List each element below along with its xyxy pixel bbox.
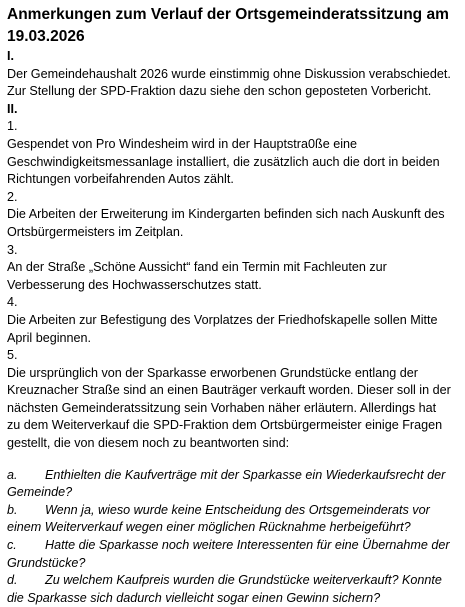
question-text-line-1: Wenn ja, wieso wurde keine Entscheidung des Ortsgemeinderats vor bbox=[45, 502, 430, 517]
paragraph-spacer bbox=[7, 453, 459, 467]
item-text-line: Die Arbeiten der Erweiterung im Kindergarten befinden sich nach Auskunft des bbox=[7, 207, 445, 222]
item-number: 4. bbox=[7, 295, 18, 310]
item-number: 5. bbox=[7, 348, 18, 363]
item-text-line: zu dem Weiterverkauf die SPD-Fraktion dem Ortsbürgermeister einige Fragen bbox=[7, 418, 443, 433]
item-text-line: An der Straße „Schöne Aussicht“ fand ein Termin mit Fachleuten zur bbox=[7, 260, 387, 275]
question-text-line-1: Zu welchem Kaufpreis wurden die Grundstücke weiterverkauft? Konnte bbox=[45, 573, 442, 588]
question-text-line-2: Gemeinde? bbox=[7, 485, 73, 500]
item-text-line: Gespendet von Pro Windesheim wird in der Hauptstra0ße eine bbox=[7, 136, 358, 151]
question-text-line-2: Grundstücke? bbox=[7, 555, 86, 570]
question-text-line-1: Hatte die Sparkasse noch weitere Interessenten für eine Übernahme der bbox=[45, 538, 450, 553]
question-a bbox=[7, 467, 459, 485]
item-number: 2. bbox=[7, 189, 18, 204]
item-text-line: nächsten Gemeinderatssitzung sein Vorhaben näher erläutern. Allerdings hat bbox=[7, 400, 437, 415]
question-letter: d. bbox=[7, 573, 18, 588]
item-text-line: Geschwindigkeitsmessanlage installiert, die zusätzlich auch die dort in beiden bbox=[7, 154, 440, 169]
question-text-line-1: Enthielten die Kaufverträge mit der Sparkasse ein Wiederkaufsrecht der bbox=[45, 467, 446, 482]
question-text-line-2: einem Weiterverkauf wegen einer möglichen Rücknahme herbeigeführt? bbox=[7, 520, 411, 535]
item-text-line: Die Arbeiten zur Befestigung des Vorplatzes der Friedhofskapelle sollen Mitte bbox=[7, 312, 438, 327]
question-d bbox=[7, 572, 459, 590]
question-b bbox=[7, 502, 459, 520]
section-numeral-2: II. bbox=[7, 101, 18, 116]
item-text-line: Verbesserung des Hochwasserschutzes statt. bbox=[7, 277, 262, 292]
document-page bbox=[7, 4, 459, 607]
section-numeral-1: I. bbox=[7, 49, 14, 63]
item-text-line: Richtungen vorbeifahrenden Autos zählt. bbox=[7, 172, 234, 187]
item-text-line: gestellt, die von diesem noch zu beantworten sind: bbox=[7, 436, 290, 451]
section-1-line: Der Gemeindehaushalt 2026 wurde einstimmig ohne Diskussion verabschiedet. bbox=[7, 66, 451, 81]
item-text-line: Kreuznacher Straße sind an einen Bauträger verkauft worden. Dieser soll in der bbox=[7, 383, 451, 398]
item-text-line: April beginnen. bbox=[7, 330, 92, 345]
question-text-line-2: die Sparkasse sich dadurch vielleicht sogar einen Gewinn sichern? bbox=[7, 590, 381, 605]
question-letter: c. bbox=[7, 538, 17, 553]
item-number: 1. bbox=[7, 119, 18, 134]
question-letter: a. bbox=[7, 467, 18, 482]
question-letter: b. bbox=[7, 502, 18, 517]
document-title-line-2: 19.03.2026 bbox=[7, 28, 85, 45]
document-title-line-1: Anmerkungen zum Verlauf der Ortsgemeinderatssitzung am bbox=[7, 6, 449, 23]
question-c bbox=[7, 537, 459, 555]
item-number: 3. bbox=[7, 242, 18, 257]
item-text-line: Ortsbürgermeisters im Zeitplan. bbox=[7, 224, 184, 239]
section-1-line: Zur Stellung der SPD-Fraktion dazu siehe den schon geposteten Vorbericht. bbox=[7, 84, 432, 99]
item-text-line: Die ursprünglich von der Sparkasse erworbenen Grundstücke entlang der bbox=[7, 365, 418, 380]
